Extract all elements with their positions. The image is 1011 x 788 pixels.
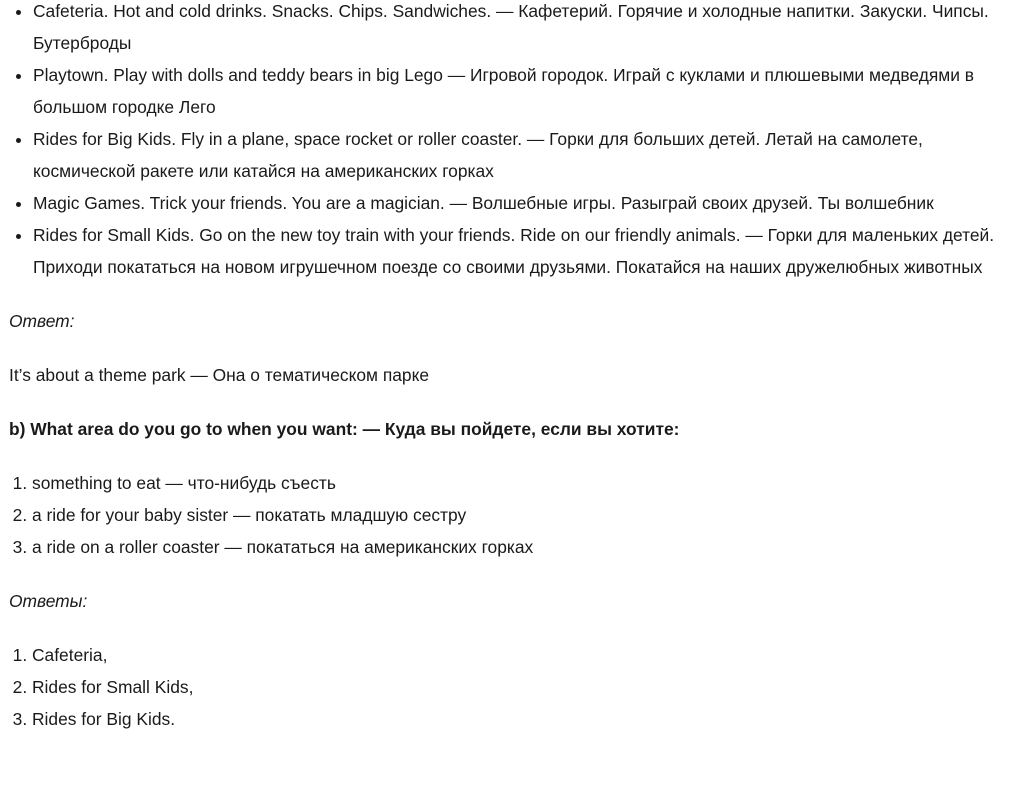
answer-text: It’s about a theme park — Она о тематическом парке [9, 365, 430, 385]
answer-label: Ответ: [9, 311, 75, 331]
list-item: 3. Rides for Big Kids. [32, 703, 1009, 735]
list-item: 3. a ride on a roller coaster — покататься на американских горках [32, 531, 1009, 563]
answers-list [9, 639, 1009, 735]
list-item: 1. Cafeteria, [32, 639, 1009, 671]
question-b-heading: b) What area do you go to when you want: — Куда вы пойдете, если вы хотите: [9, 419, 680, 439]
list-item: 1. something to eat — что-нибудь съесть [32, 467, 1009, 499]
list-item: • Rides for Big Kids. Fly in a plane, space rocket or roller coaster. — Горки для больших детей. Летай на самолете, космической ракете или катайся на американских горках [33, 123, 1009, 187]
article-body [9, 0, 1009, 735]
list-item: • Rides for Small Kids. Go on the new toy train with your friends. Ride on our friendly animals. — Горки для маленьких детей. Приходи покататься на новом игрушечном поезде со своими друзьями. Покатайся на наших дружелюбных животных [33, 219, 1009, 283]
questions-list [9, 467, 1009, 563]
list-item: • Playtown. Play with dolls and teddy bears in big Lego — Игровой городок. Играй с куклами и плюшевыми медведями в большом городке Лего [33, 59, 1009, 123]
list-item: • Cafeteria. Hot and cold drinks. Snacks. Chips. Sandwiches. — Кафетерий. Горячие и холодные напитки. Закуски. Чипсы. Бутерброды [33, 0, 1009, 59]
list-item: 2. Rides for Small Kids, [32, 671, 1009, 703]
park-areas-list [9, 0, 1009, 283]
list-item: 2. a ride for your baby sister — покатать младшую сестру [32, 499, 1009, 531]
answers-label: Ответы: [9, 591, 88, 611]
list-item: • Magic Games. Trick your friends. You are a magician. — Волшебные игры. Разыграй своих друзей. Ты волшебник [33, 187, 1009, 219]
